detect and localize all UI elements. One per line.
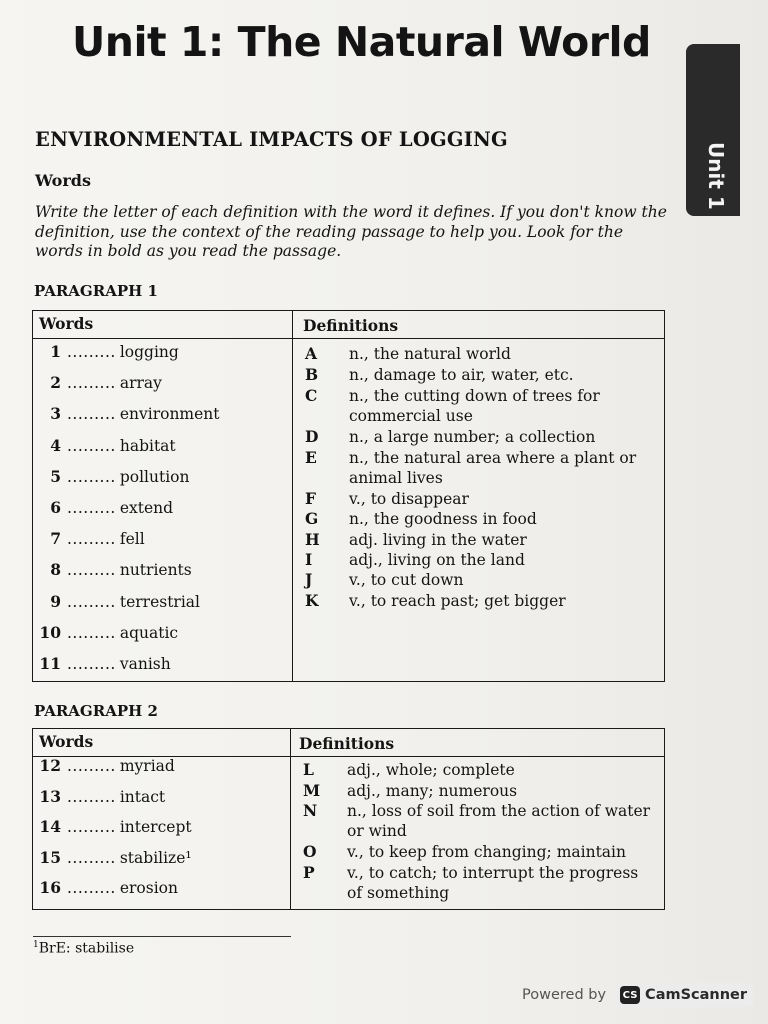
vocab-word: intercept bbox=[119, 818, 192, 836]
definition-text: adj., living on the land bbox=[349, 551, 525, 569]
definition-text: n., loss of soil from the action of water or wind bbox=[347, 802, 651, 841]
camscanner-watermark bbox=[522, 980, 753, 1010]
definition-item bbox=[305, 570, 660, 590]
word-row bbox=[33, 592, 291, 611]
definition-letter: L bbox=[303, 760, 314, 779]
definition-item bbox=[305, 427, 660, 447]
answer-blank: ......... bbox=[67, 374, 116, 393]
vocab-word: stabilize¹ bbox=[119, 848, 192, 867]
word-number: 11 bbox=[39, 654, 61, 673]
definition-letter: B bbox=[305, 365, 319, 384]
word-number: 16 bbox=[39, 878, 61, 897]
word-row bbox=[33, 404, 291, 423]
definition-item bbox=[303, 863, 658, 904]
vocab-word: logging bbox=[119, 343, 179, 361]
definition-text: v., to disappear bbox=[349, 490, 469, 508]
unit-side-tab bbox=[686, 44, 740, 216]
word-row bbox=[33, 878, 291, 897]
word-row bbox=[33, 498, 291, 517]
definition-letter: M bbox=[303, 781, 321, 800]
answer-blank: ......... bbox=[67, 592, 116, 611]
footnote-text: BrE: stabilise bbox=[38, 940, 135, 957]
definition-item bbox=[305, 591, 660, 611]
paragraph-1-heading: PARAGRAPH 1 bbox=[34, 282, 158, 300]
definition-text: n., the goodness in food bbox=[349, 510, 537, 528]
word-number: 12 bbox=[39, 756, 61, 775]
definition-text: n., a large number; a collection bbox=[349, 428, 596, 446]
paragraph-2-vocab-table bbox=[32, 728, 665, 910]
vocab-word: aquatic bbox=[119, 623, 179, 642]
vocab-word: extend bbox=[119, 499, 174, 517]
words-column-header: Words bbox=[39, 314, 94, 333]
vocab-word: environment bbox=[119, 405, 220, 424]
definition-item bbox=[305, 344, 660, 364]
answer-blank: ......... bbox=[67, 530, 116, 549]
word-number: 14 bbox=[39, 817, 61, 836]
definition-item bbox=[305, 386, 660, 427]
answer-blank: ......... bbox=[67, 879, 116, 897]
word-number: 2 bbox=[50, 373, 61, 393]
answer-blank: ......... bbox=[67, 757, 116, 775]
vocab-word: intact bbox=[119, 787, 166, 806]
camscanner-badge bbox=[614, 983, 753, 1007]
footnote-rule bbox=[33, 936, 291, 937]
definitions-column-header: Definitions bbox=[303, 316, 399, 335]
word-number: 8 bbox=[50, 560, 61, 580]
definition-item bbox=[303, 842, 658, 862]
definition-letter: I bbox=[305, 550, 313, 569]
vocab-word: vanish bbox=[119, 655, 171, 673]
definition-letter: C bbox=[305, 386, 318, 405]
definition-text: v., to cut down bbox=[349, 571, 464, 589]
word-row bbox=[33, 817, 291, 836]
answer-blank: ......... bbox=[67, 343, 116, 361]
powered-by-text: Powered by bbox=[522, 987, 607, 1003]
word-row bbox=[33, 373, 291, 392]
word-number: 7 bbox=[50, 529, 61, 549]
definition-item bbox=[303, 781, 658, 801]
word-row bbox=[33, 654, 291, 673]
definition-item bbox=[305, 530, 660, 550]
definition-letter: F bbox=[305, 489, 317, 508]
definition-text: n., damage to air, water, etc. bbox=[349, 366, 574, 384]
answer-blank: ......... bbox=[67, 467, 116, 486]
answer-blank: ......... bbox=[67, 405, 116, 424]
word-number: 4 bbox=[50, 435, 61, 455]
vocab-word: habitat bbox=[119, 436, 176, 455]
word-number: 15 bbox=[39, 847, 61, 867]
definition-text: adj., whole; complete bbox=[347, 761, 515, 779]
definition-letter: O bbox=[303, 842, 317, 861]
words-column-header: Words bbox=[39, 732, 94, 751]
vocab-word: array bbox=[119, 374, 162, 393]
vocab-word: pollution bbox=[119, 467, 190, 486]
word-row bbox=[33, 848, 291, 867]
answer-blank: ......... bbox=[67, 848, 116, 867]
vocab-word: erosion bbox=[119, 879, 178, 897]
footnote-marker: 1 bbox=[33, 940, 39, 950]
answer-blank: ......... bbox=[67, 561, 116, 580]
header-rule bbox=[33, 338, 664, 339]
answer-blank: ......... bbox=[67, 655, 116, 673]
definition-letter: J bbox=[305, 570, 313, 589]
definition-letter: D bbox=[305, 427, 319, 446]
answer-blank: ......... bbox=[67, 623, 116, 642]
word-number: 13 bbox=[39, 786, 61, 806]
definition-text: v., to reach past; get bigger bbox=[349, 592, 566, 610]
word-row bbox=[33, 787, 291, 806]
definition-item bbox=[305, 509, 660, 529]
camscanner-logo-icon: CS bbox=[620, 986, 640, 1004]
definition-item bbox=[303, 760, 658, 780]
definition-text: adj. living in the water bbox=[349, 531, 527, 549]
answer-blank: ......... bbox=[67, 787, 116, 806]
answer-blank: ......... bbox=[67, 436, 116, 455]
definition-letter: E bbox=[305, 448, 317, 467]
definition-text: n., the cutting down of trees for commercial use bbox=[349, 387, 600, 426]
answer-blank: ......... bbox=[67, 818, 116, 836]
word-number: 9 bbox=[50, 591, 61, 611]
word-number: 3 bbox=[50, 404, 61, 424]
footnote bbox=[33, 940, 134, 957]
definition-item bbox=[303, 801, 658, 842]
paragraph-1-vocab-table bbox=[32, 310, 665, 682]
unit-side-tab-label: Unit 1 bbox=[704, 142, 728, 210]
word-number: 10 bbox=[39, 622, 61, 642]
word-row bbox=[33, 436, 291, 455]
definition-letter: A bbox=[305, 344, 318, 363]
vocab-word: nutrients bbox=[119, 561, 192, 580]
word-number: 1 bbox=[50, 342, 61, 361]
definitions-column-header: Definitions bbox=[299, 734, 395, 753]
word-number: 5 bbox=[50, 466, 61, 486]
paragraph-2-heading: PARAGRAPH 2 bbox=[34, 702, 158, 720]
instructions: Write the letter of each definition with the word it defines. If you don't know the definition, use the context of the reading passage to help you. Look for the words in bold as you read the passage. bbox=[35, 203, 667, 260]
definition-text: n., the natural world bbox=[349, 345, 511, 363]
camscanner-brand: CamScanner bbox=[645, 987, 748, 1003]
vocab-word: fell bbox=[119, 530, 145, 549]
definition-letter: N bbox=[303, 801, 318, 820]
definition-text: v., to keep from changing; maintain bbox=[347, 843, 626, 861]
word-row bbox=[33, 467, 291, 486]
definition-letter: K bbox=[305, 591, 319, 610]
column-divider bbox=[292, 311, 293, 681]
vocab-word: myriad bbox=[119, 757, 175, 775]
words-heading: Words bbox=[35, 171, 91, 190]
definition-letter: H bbox=[305, 530, 320, 549]
definition-item bbox=[305, 365, 660, 385]
definition-item bbox=[305, 489, 660, 509]
word-row bbox=[33, 560, 291, 579]
word-row bbox=[33, 623, 291, 642]
definition-letter: P bbox=[303, 863, 315, 882]
definition-letter: G bbox=[305, 509, 319, 528]
word-number: 6 bbox=[50, 498, 61, 517]
word-row bbox=[33, 342, 291, 361]
word-row bbox=[33, 756, 291, 775]
vocab-word: terrestrial bbox=[119, 592, 200, 611]
definition-item bbox=[305, 448, 660, 489]
unit-title: Unit 1: The Natural World bbox=[72, 18, 651, 66]
answer-blank: ......... bbox=[67, 499, 116, 517]
definition-text: n., the natural area where a plant or animal lives bbox=[349, 449, 637, 488]
definition-text: adj., many; numerous bbox=[347, 782, 518, 800]
definition-text: v., to catch; to interrupt the progress of something bbox=[347, 864, 639, 903]
section-title: ENVIRONMENTAL IMPACTS OF LOGGING bbox=[35, 128, 508, 151]
definition-item bbox=[305, 550, 660, 570]
word-row bbox=[33, 529, 291, 548]
